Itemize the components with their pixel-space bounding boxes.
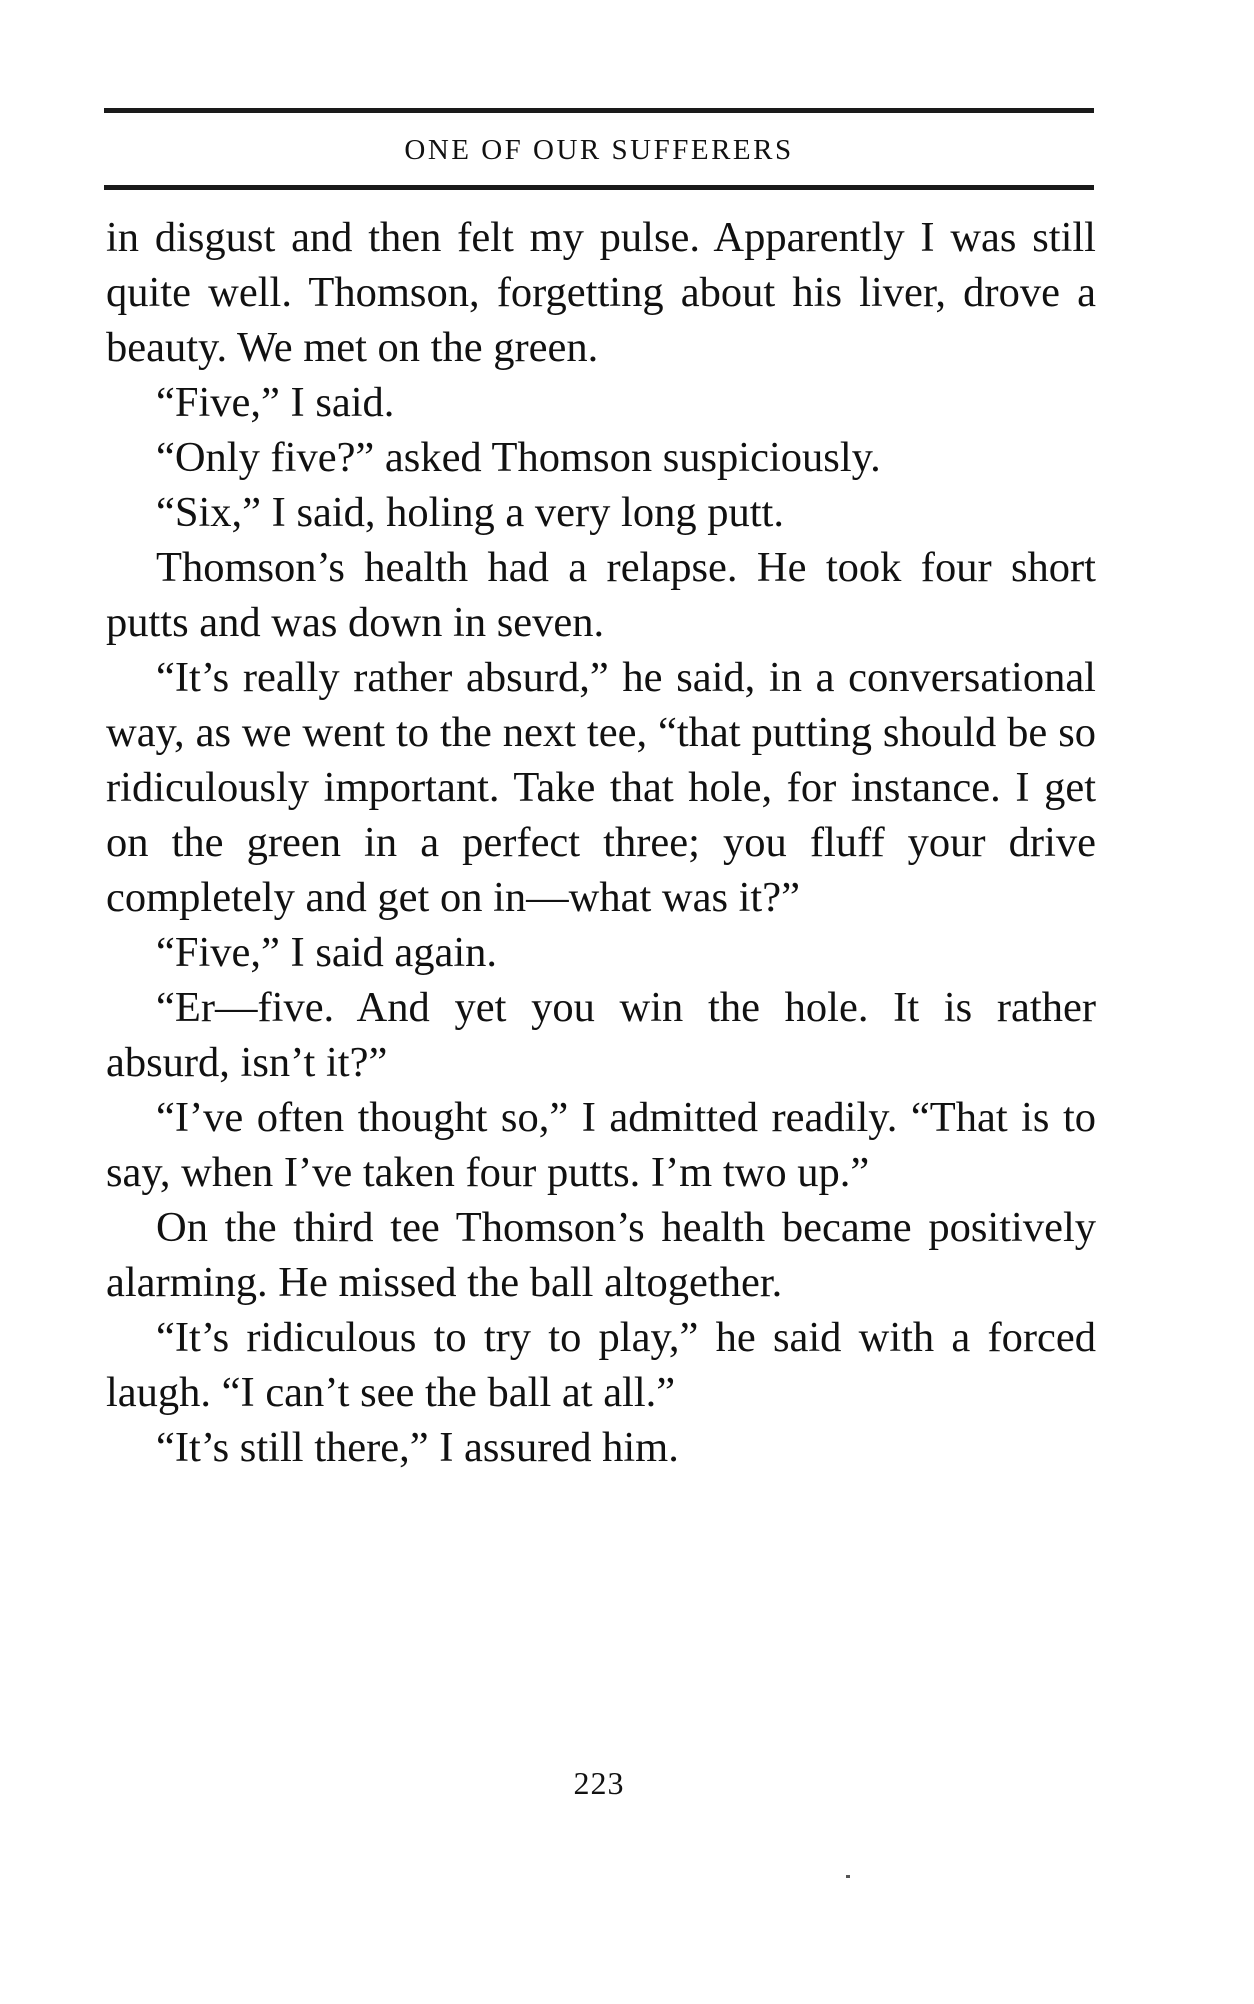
print-speck <box>846 1875 850 1878</box>
paragraph: “I’ve often thought so,” I admitted readily. “That is to say, when I’ve taken four putts. I’m two up.” <box>106 1094 1096 1196</box>
header-rule-top <box>104 108 1094 113</box>
paragraph: “Five,” I said again. <box>156 929 498 976</box>
paragraph: “Only five?” asked Thomson suspiciously. <box>156 434 881 481</box>
body-text <box>106 210 1096 1475</box>
paragraph: “Six,” I said, holing a very long putt. <box>156 489 784 536</box>
paragraph: “Er—five. And yet you win the hole. It is rather absurd, isn’t it?” <box>106 984 1096 1086</box>
running-head: ONE OF OUR SUFFERERS <box>404 134 794 166</box>
paragraph: “It’s really rather absurd,” he said, in a conversational way, as we went to the next tee, “that putting should be so ridiculously important. Take that hole, for instance. I get on the green in a perfect three; you fluff your drive completely and get on in—what was it?” <box>106 654 1096 921</box>
paragraph: “It’s still there,” I assured him. <box>156 1424 679 1471</box>
paragraph-continuation: in disgust and then felt my pulse. Apparently I was still quite well. Thomson, forgetting about his liver, drove a beauty. We met on the green. <box>106 214 1096 371</box>
header-rule-bottom <box>104 185 1094 190</box>
page-number: 223 <box>573 1765 625 1801</box>
paragraph: “It’s ridiculous to try to play,” he said with a forced laugh. “I can’t see the ball at all.” <box>106 1314 1096 1416</box>
paragraph: Thomson’s health had a relapse. He took four short putts and was down in seven. <box>106 544 1096 646</box>
paragraph: On the third tee Thomson’s health became positively alarming. He missed the ball altogether. <box>106 1204 1096 1306</box>
paragraph: “Five,” I said. <box>156 379 395 426</box>
